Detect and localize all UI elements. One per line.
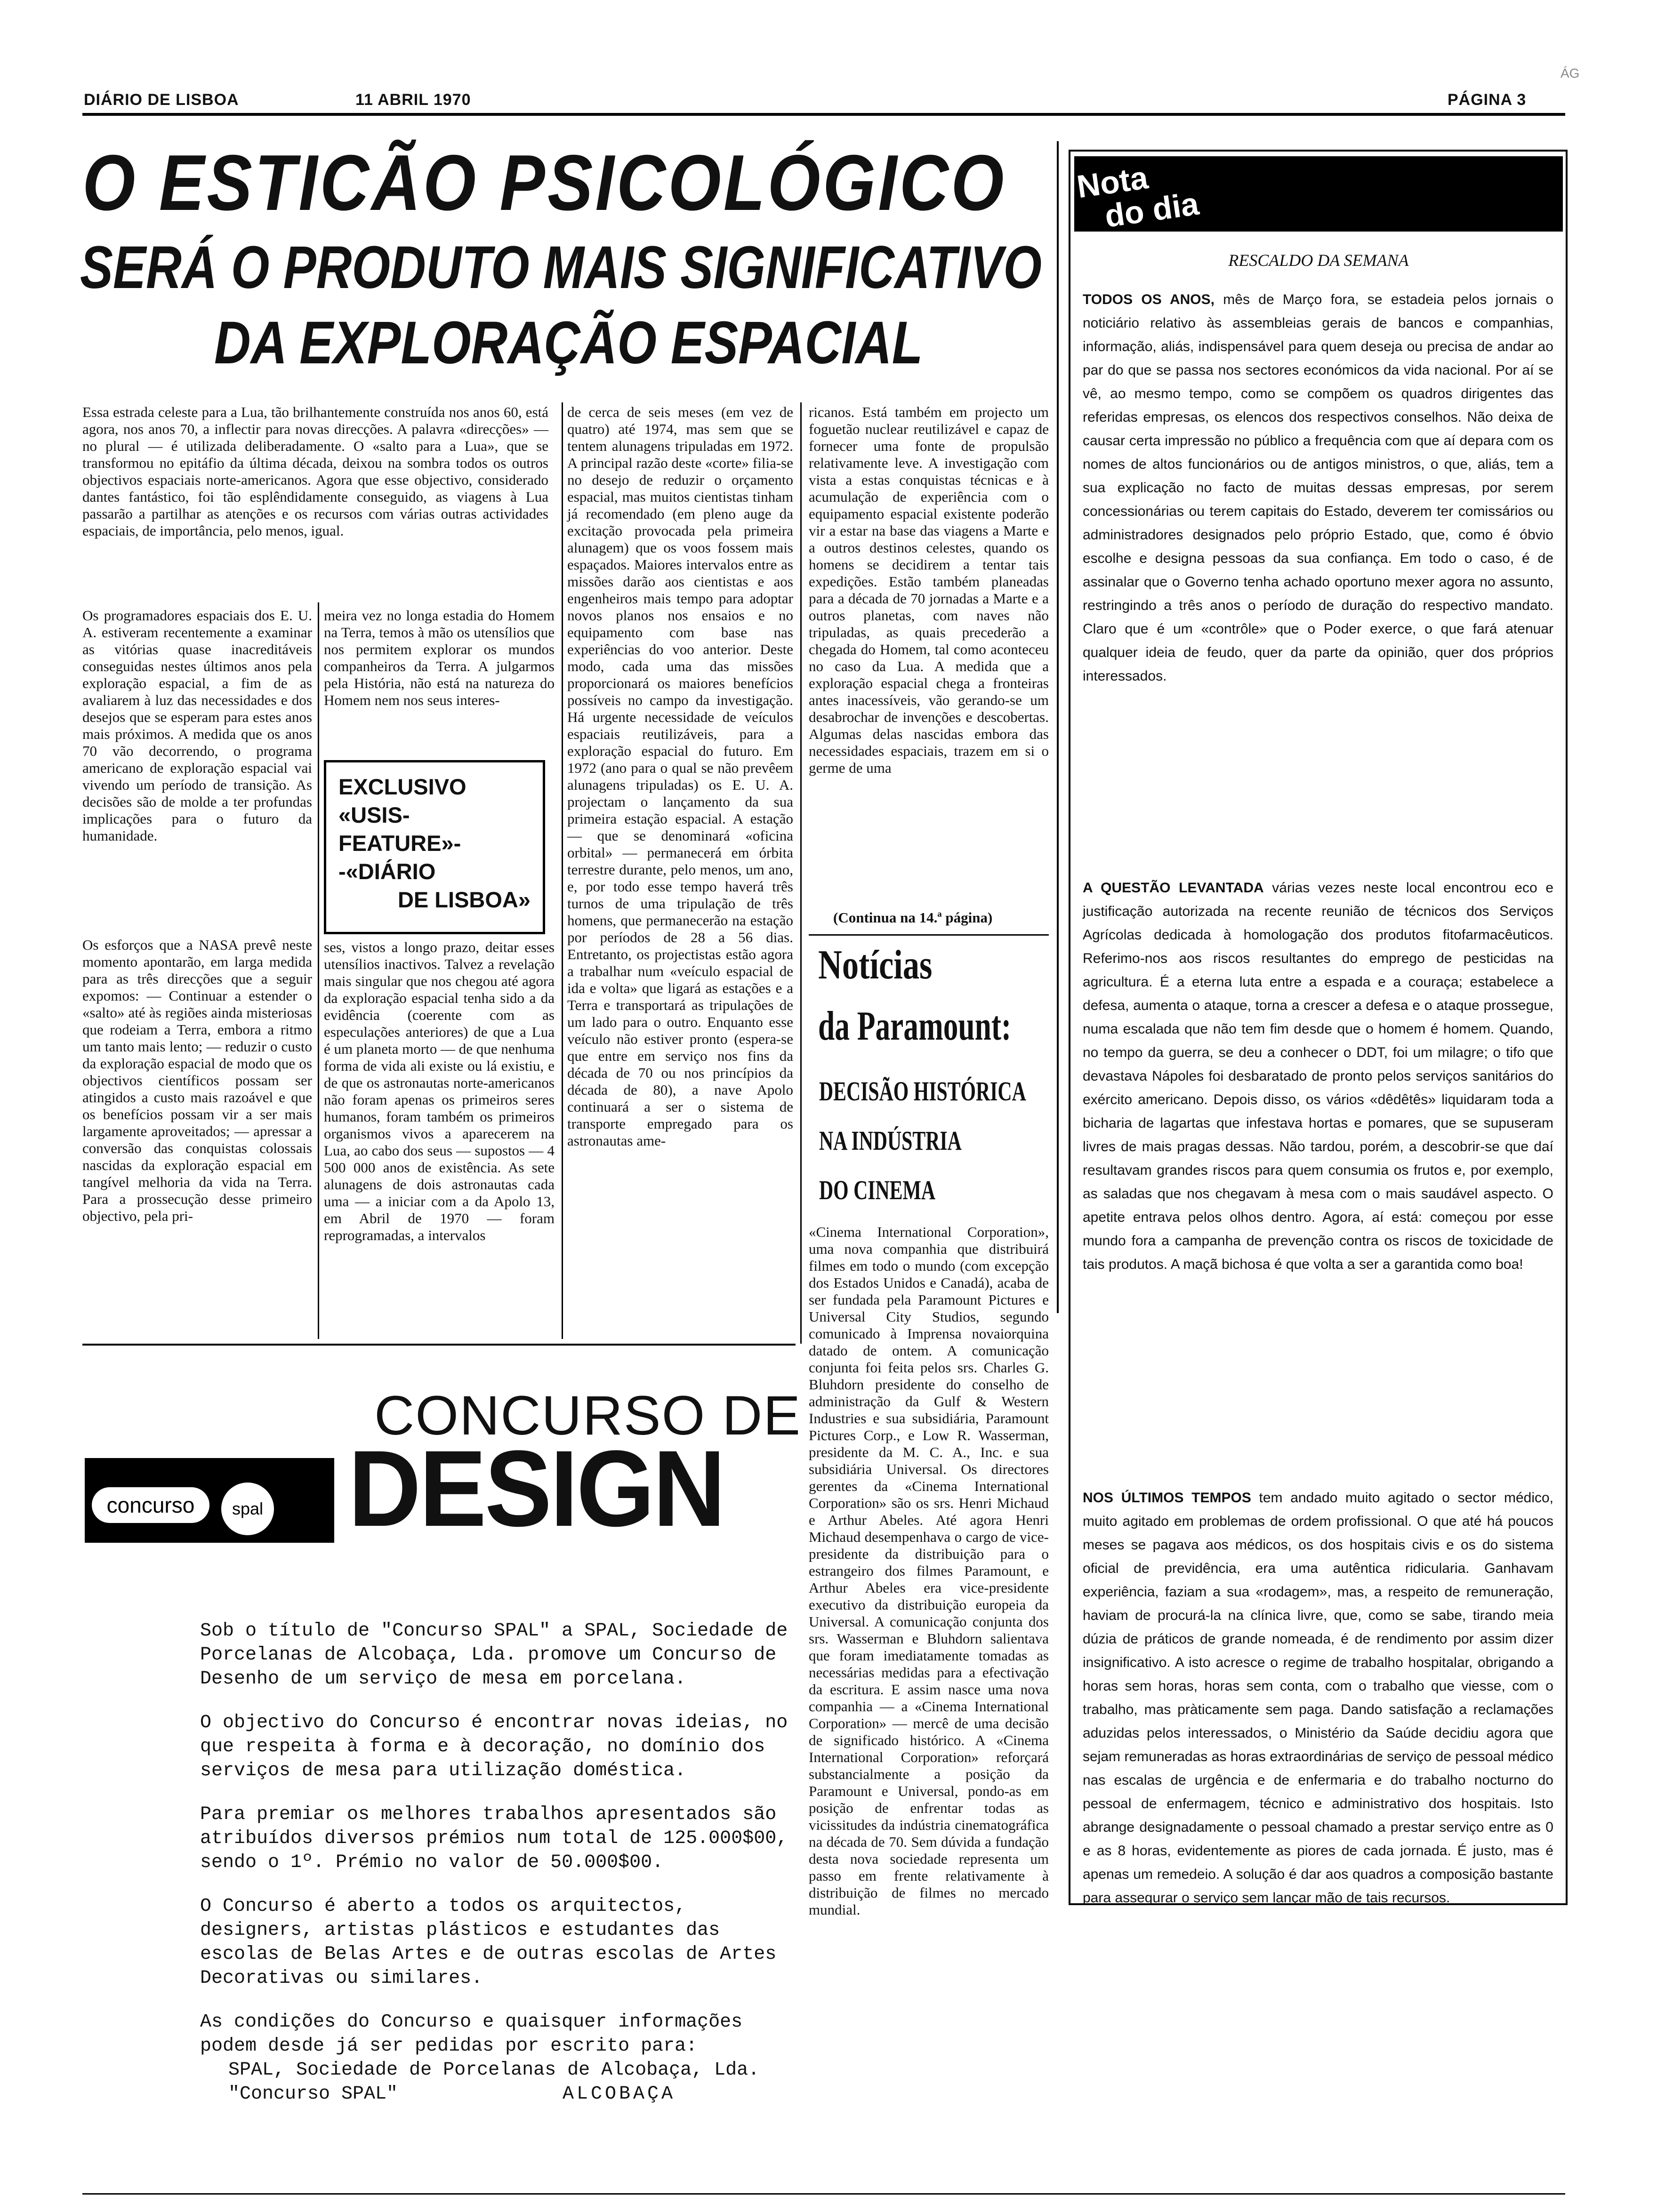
ad-address-line-2 <box>200 2082 788 2106</box>
ad-body <box>200 1619 788 2106</box>
masthead-rule <box>82 113 1565 116</box>
nota-paragraph-3 <box>1083 1486 1554 1906</box>
paramount-sub-2: NA INDÚSTRIA <box>819 1125 962 1156</box>
paramount-top-rule <box>809 934 1049 936</box>
continua-note: (Continua na 14.ª página) <box>833 909 993 926</box>
corner-fragment: ÁG <box>1560 66 1580 80</box>
article-col-2b: ses, vistos a longo prazo, deitar esses utensílios inactivos. Talvez a revelação mais singular que nos chegou até agora da exploração espacial tenha sido a da evidência (coerente com as especulações anteriores) de que a Lua é um planeta morto — de que nenhuma forma de vida ali existe ou lá existiu, e de que os astronautas norte-americanos não foram apenas os primeiros seres humanos, foram também os primeiros organismos vivos a aparecerem na Lua, ao cabo dos seus — supostos — 4 500 000 anos de existência. As sete alunagens de dois astronautas cada uma — a iniciar com a da Apolo 13, em Abril de 1970 — foram reprogramadas, a intervalos <box>324 939 555 1243</box>
exclusivo-line-1: EXCLUSIVO <box>338 774 467 799</box>
exclusivo-box <box>324 760 545 934</box>
logo-circle-spal <box>221 1483 274 1535</box>
ad-title: CONCURSO DE <box>374 1385 802 1447</box>
ad-design-title: DESIGN <box>348 1428 724 1549</box>
nota-p2-text: várias vezes neste local encontrou eco e justificação autorizada na recente reunião de técnicos dos Serviços Agrícolas dedicada à homologação dos produtos fitofarmacêuticos. Referimo-nos aos riscos resultantes do emprego de pesticidas na agricultura. É a eterna luta entre a espada e a couraça; estabelece a defesa, aumenta o ataque, torna a crescer a defesa e o ataque prossegue, numa escalada que não tem fim desde que o homem é homem. Quando, no tempo da guerra, se deu a conhecer o DDT, foi um milagre; o tifo que devastava Nápoles foi desbaratado de pronto pelos serviços sanitários do exército americano. Depois disso, os vários «dêdêtês» liquidaram toda a bicharia de lagartas que infestava hortas e pomares, que se supuseram livres de mais pragas dessas. Não tardou, porém, a descobrir-se que daí resultavam grandes riscos para quem consumia os frutos e, por exemplo, as saladas que nos chegavam à mesa com o mais saudável aspecto. O apetite entrava pelos olhos dentro. Agora, aí está: começou por esse mundo fora a campanha de prevenção contra os riscos de toxicidade de tais produtos. A maçã bichosa é que volta a ser a garantida como boa! <box>1083 880 1554 1272</box>
ad-paragraph-1: Sob o título de "Concurso SPAL" a SPAL, Sociedade de Porcelanas de Alcobaça, Lda. promove um Concurso de Desenho de um serviço de mesa em porcelana. <box>200 1620 788 1690</box>
paramount-sub-1: DECISÃO HISTÓRICA <box>819 1076 1026 1106</box>
nota-p3-text: tem andado muito agitado o sector médico, muito agitado em problemas de ordem profissional. O que até há poucos meses se pagava aos médicos, os dos hospitais civis e os do sistema oficial de previdência, era uma autêntica ridicularia. Ganhavam experiência, faziam a sua «rodagem», mas, a respeito de remuneração, haviam de procurá-la na clínica livre, que, como se sabe, tirando meia dúzia de práticos de grande nomeada, é de rendimento por assim dizer insignificativo. A isto acresce o regime de trabalho hospitalar, obrigando a horas sem horas, horas sem conta, com o trabalho que viesse, com o trabalho, mas pràticamente sem paga. Dando satisfação a reclamações aduzidas pelos interessados, o Ministério da Saúde decidiu agora que sejam remuneradas as horas extraordinárias de serviço de pessoal médico nas escalas de urgência e de enfermaria e do trabalho nocturno do pessoal de enfermagem, técnico e administrativo dos hospitais. Isto abrange designadamente o pessoal chamado a prestar serviço entre as 0 e as 8 horas, evidentemente as piores de cada jornada. É justo, mas é apenas um remedeio. A solução é dar aos quadros a composição bastante para assegurar o serviço sem lançar mão de tais recursos. <box>1083 1490 1554 1906</box>
column-divider-2 <box>318 602 319 1339</box>
nota-section-heading: RESCALDO DA SEMANA <box>1228 251 1409 270</box>
article-col-1b: Os esforços que a NASA prevê neste momento apontarão, em larga medida para as três direcções que a seguir expomos: — Continuar a estender o «salto» até às regiões ainda misteriosas que rodeiam a Terra, embora a ritmo um tanto mais lento; — reduzir o custo da exploração espacial de modo que os objectivos científicos possam ser atingidos a custo mais razoável e que os benefícios possam vir a ser mais largamente aproveitados; — apressar a conversão das conquistas colossais nascidas da exploração espacial em tangível melhoria da vida na Terra. Para a prossecução desse primeiro objectivo, pela pri- <box>82 937 312 1224</box>
nota-paragraph-1 <box>1083 288 1553 858</box>
ad-address-concurso: "Concurso SPAL" <box>228 2084 398 2105</box>
logo-pill-concurso: concurso <box>92 1487 209 1523</box>
ad-paragraph-5: As condições do Concurso e quaisquer informações podem desde já ser pedidas por escrito para: <box>200 2012 743 2057</box>
masthead-date: 11 ABRIL 1970 <box>355 91 471 109</box>
article-col-2: meira vez no longa estadia do Homem na Terra, temos à mão os utensílios que nos permitem explorar os mundos companheiros da Terra. A julgarmos pela História, não está na natureza do Homem nem nos seus interes- <box>324 607 555 708</box>
article-col-1: Os programadores espaciais dos E. U. A. estiveram recentemente a examinar as vitórias quase inacreditáveis conseguidas nestes últimos anos pela exploração espacial, a fim de as avaliarem à luz das necessidades e dos desejos que se esperam para estes anos mais próximos. A medida que os anos 70 vão decorrendo, o programa americano de exploração espacial vai vivendo um período de transição. As decisões são de molde a ter profundas implicações para o futuro da humanidade. <box>82 607 312 844</box>
ad-address-city: ALCOBAÇA <box>563 2084 676 2105</box>
paramount-sub-3: DO CINEMA <box>819 1175 936 1205</box>
article-lead: Essa estrada celeste para a Lua, tão brilhantemente construída nos anos 60, está agora, nos anos 70, a inflectir para novas direcções. A palavra «direcções» — no plural — é utilizada deliberadamente. O «salto para a Lua», que se transformou no epitáfio da última década, deixou na sombra todos os outros objectivos espaciais norte-americanos. Agora que esse objectivo, considerado dantes fantástico, foi tão esplêndidamente conseguido, as viagens à Lua passarão a partilhar as atenções e os recursos com várias outras actividades espaciais, de importância, pelo menos, igual. <box>82 404 548 539</box>
article-col-3: de cerca de seis meses (em vez de quatro) até 1974, mas sem que se tentem alunagens tripuladas em 1972. A principal razão deste «corte» filia-se no desejo de reduzir o orçamento espacial, mas muitos cientistas tinham já recomendado (em pleno auge da excitação provocada pela primeira alunagem) que os voos fossem mais espaçados. Maiores intervalos entre as missões darão aos cientistas e aos engenheiros mais tempo para adoptar novos planos nos ensaios e no equipamento com base nas experiências do voo anterior. Deste modo, cada uma das missões proporcionará os maiores benefícios possíveis no campo da investigação. Há urgente necessidade de veículos espaciais reutilizáveis, para a exploração espacial do futuro. Em 1972 (ano para o qual se não prevêem alunagens tripuladas) os E. U. A. projectam o lançamento da sua primeira estação espacial. A estação — que se denominará «oficina orbital» — permanecerá em órbita terrestre durante, pelo menos, um ano, e, por todo esse tempo haverá três turnos de uma tripulação de três homens, que permanecerão na estação por períodos de 28 a 56 dias. Entretanto, os projectistas estão agora a trabalhar num «veículo espacial de ida e volta» que ligará as estações e a Terra e transportará as tripulações de um lado para o outro. Enquanto esse veículo não estiver pronto (espera-se que entre em serviço nos fins da década de 70 ou nos princípios da década de 80), a nave Apolo continuará a ser o sistema de transporte empregado para os astronautas ame- <box>567 404 793 1149</box>
paramount-title-1: Notícias <box>818 942 933 988</box>
exclusivo-line-4: DE LISBOA» <box>397 887 531 912</box>
nota-paragraph-2 <box>1083 876 1553 1451</box>
exclusivo-line-2: «USIS-FEATURE»- <box>338 802 461 856</box>
logo-spal-text: spal <box>232 1499 264 1518</box>
nota-p3-lead: NOS ÚLTIMOS TEMPOS <box>1083 1490 1251 1506</box>
column-divider-3 <box>562 402 563 1339</box>
headline-line-2: SERÁ O PRODUTO MAIS SIGNIFICATIVO <box>80 234 1042 301</box>
headline-line-3: DA EXPLORAÇÃO ESPACIAL <box>214 309 923 377</box>
ad-paragraph-2: O objectivo do Concurso é encontrar novas ideias, no que respeita à forma e à decoração, no domínio dos serviços de mesa para utilização doméstica. <box>200 1712 788 1781</box>
nota-title-line-2: do dia <box>1102 185 1201 234</box>
masthead-paper-name: DIÁRIO DE LISBOA <box>84 91 239 109</box>
nota-title-line-1: Nota <box>1075 160 1150 205</box>
column-divider-paramount <box>800 402 802 1344</box>
masthead-page: PÁGINA 3 <box>1448 91 1527 109</box>
nota-p1-lead: TODOS OS ANOS, <box>1083 292 1215 307</box>
ad-top-rule <box>82 1344 796 1346</box>
bottom-rule <box>82 2193 1565 2195</box>
paramount-body: «Cinema International Corporation», uma nova companhia que distribuirá filmes em todo o mundo (com excepção dos Estados Unidos e Canadá), acaba de ser fundada pela Paramount Pictures e Universal City Studios, segundo comunicado à Imprensa novaiorquina datado de ontem. A comunicação conjunta foi feita pelos srs. Charles G. Bluhdorn presidente do conselho de administração da Gulf & Western Industries e sua subsidiária, Paramount Pictures Corp., e Low R. Wasserman, presidente da M. C. A., Inc. e sua subsidiária Universal. Os directores gerentes da «Cinema International Corporation» são os srs. Henri Michaud e Arthur Abeles. Até agora Henri Michaud desempenhava o cargo de vice-presidente da distribuição para o estrangeiro dos filmes Paramount, e Arthur Abeles era vice-presidente executivo da distribuição europeia da Universal. A comunicação conjunta dos srs. Wasserman e Bluhdorn salientava que foram imediatamente tomadas as necessárias medidas para a efectivação da escritura. E assim nasce uma nova companhia — a «Cinema International Corporation» — mercê de uma decisão de significado histórico. A «Cinema International Corporation» reforçará substancialmente a posição da Paramount e Universal, pondo-as em posição de enfrentar todas as vicissitudes da indústria cinematográfica na década de 70. Sem dúvida a fundação desta nova sociedade representa um passo em frente relativamente à distribuição de filmes no mercado mundial. <box>809 1224 1049 1918</box>
nota-p2-lead: A QUESTÃO LEVANTADA <box>1083 880 1264 896</box>
exclusivo-line-3: -«DIÁRIO <box>338 859 436 884</box>
article-col-4: ricanos. Está também em projecto um foguetão nuclear reutilizável e capaz de fornecer uma fonte de propulsão relativamente leve. A investigação com vista a estas conquistas técnicas e à acumulação de experiência com o equipamento espacial existente poderão vir a estar na base das viagens a Marte e a outros destinos celestes, quando os homens se decidirem a tentar tais expedições. Estão também planeadas para a década de 70 jornadas a Marte e a outros planetas, com naves não tripuladas, as quais precederão a chegada do Homem, tal como aconteceu no caso da Lua. A medida que a exploração espacial chega a fronteiras antes inacessíveis, vão gerando-se um desabrochar de invenções e descobertas. Algumas delas nascidas embora das necessidades espaciais, trazem em si o germe de uma <box>809 404 1049 776</box>
column-divider-main <box>1057 141 1059 1313</box>
ad-address-line-1: SPAL, Sociedade de Porcelanas de Alcobaça, Lda. <box>228 2060 760 2081</box>
nota-p1-text: mês de Março fora, se estadeia pelos jornais o noticiário relativo às assembleias gerais de bancos e companhias, informação, aliás, indispensável para quem deseja ou precisa de andar ao par do que se passa nos sectores económicos da vida nacional. Por aí se vê, ao mesmo tempo, como se compõem os quadros dirigentes das referidas empresas, os elencos dos respectivos conselhos. Não deixa de causar certa impressão no público a frequência com que aí depara com os nomes de altos funcionários ou de antigos ministros, o que, aliás, tem a sua explicação no facto de muitas dessas empresas, por serem concessionárias ou terem capitais do Estado, deverem ter comissários ou administradores designados pelo próprio Estado, que, como é óbvio escolhe e designa pessoas da sua confiança. Em todo o caso, é de assinalar que o Governo tenha achado oportuno mexer agora no assunto, restringindo a três anos o período de duração do respectivo mandato. Claro que é um «contrôle» que o Poder exerce, o que fará atenuar qualquer ideia de feudo, quer da parte da opinião, quer dos próprios interessados. <box>1083 292 1553 684</box>
headline-line-1: O ESTICÃO PSICOLÓGICO <box>82 138 1006 227</box>
paramount-title-2: da Paramount: <box>818 1003 1012 1049</box>
ad-paragraph-4: O Concurso é aberto a todos os arquitectos, designers, artistas plásticos e estudantes das escolas de Belas Artes e de outras escolas de Artes Decorativas ou similares. <box>200 1896 777 1989</box>
ad-paragraph-3: Para premiar os melhores trabalhos apresentados são atribuídos diversos prémios num total de 125.000$00, sendo o 1º. Prémio no valor de 50.000$00. <box>200 1804 788 1873</box>
